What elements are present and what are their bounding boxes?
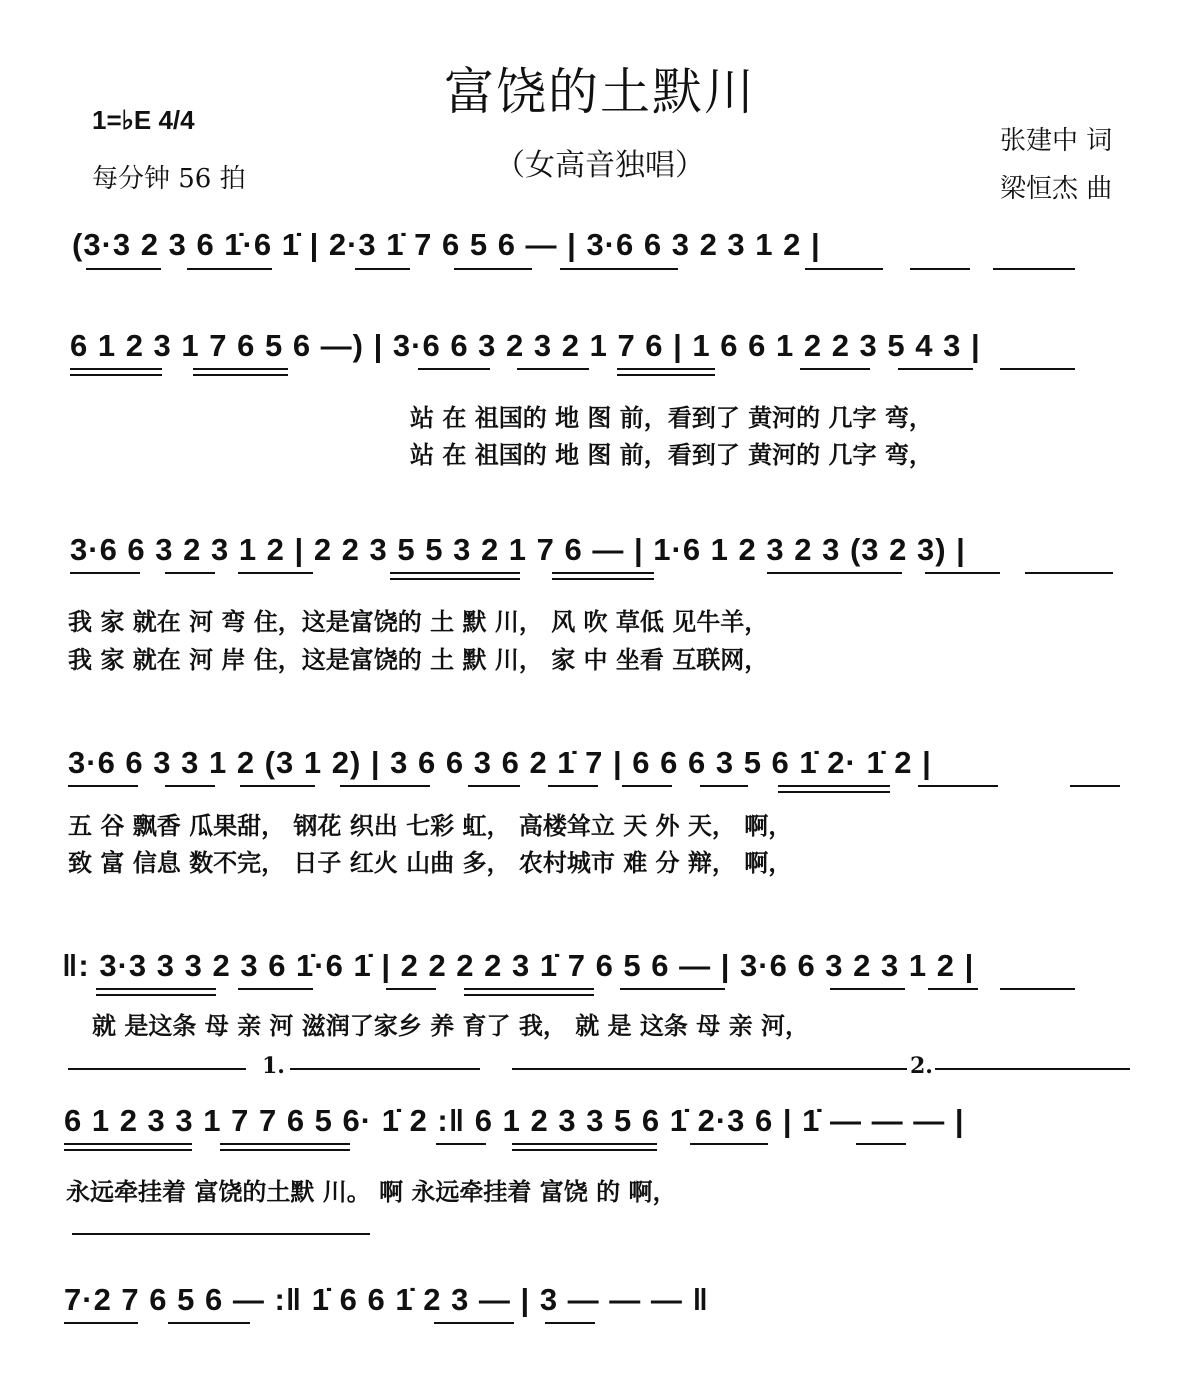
underline-beam: [70, 374, 162, 376]
underline-beam: [390, 578, 520, 580]
underline-beam: [1000, 988, 1075, 990]
underline-beam: [464, 994, 594, 996]
underline-beam: [856, 1143, 906, 1145]
underline-beam: [778, 791, 890, 793]
underline-beam: [552, 572, 654, 574]
underline-beam: [86, 268, 161, 270]
underline-beam: [778, 785, 890, 787]
underline-beam: [68, 1068, 246, 1070]
underline-beam: [187, 268, 272, 270]
underline-beam: [220, 1143, 350, 1145]
volta-2-label: 2.: [910, 1053, 933, 1079]
underline-beam: [165, 572, 215, 574]
underline-beam: [390, 572, 520, 574]
underline-beam: [70, 368, 162, 370]
underline-beam: [238, 572, 313, 574]
underline-beam: [386, 988, 436, 990]
underline-beam: [925, 572, 1000, 574]
score-line-6: 6 1 2 3 3 1 7 7 6 5 6· 1̇ 2 :‖ 6 1 2 3 3 5 6 1̇ 2·3 6 | 1̇ — — — |: [64, 1103, 965, 1138]
song-subtitle: （女高音独唱）: [495, 148, 705, 183]
key-signature: 1=♭E 4/4: [92, 105, 195, 135]
underline-beam: [193, 368, 288, 370]
underline-beam: [918, 785, 998, 787]
composer-credit: 梁恒杰 曲: [1000, 174, 1113, 204]
underline-beam: [700, 785, 748, 787]
score-line-3: 3·6 6 3 2 3 1 2 | 2 2 3 5 5 3 2 1 7 6 — | 1·6 1 2 3 2 3 (3 2 3) |: [70, 532, 966, 567]
underline-beam: [830, 988, 905, 990]
underline-beam: [1025, 572, 1113, 574]
underline-beam: [512, 1143, 657, 1145]
lyric-line-4a: 五 谷 飘香 瓜果甜， 钢花 织出 七彩 虹， 高楼耸立 天 外 天， 啊，: [68, 811, 793, 840]
underline-beam: [72, 1233, 370, 1235]
underline-beam: [910, 268, 970, 270]
song-title: 富饶的土默川: [444, 63, 756, 121]
underline-beam: [165, 785, 215, 787]
lyricist-credit: 张建中 词: [1000, 126, 1113, 156]
underline-beam: [800, 368, 870, 370]
underline-beam: [464, 988, 594, 990]
underline-beam: [290, 1068, 480, 1070]
score-line-7: 7·2 7 6 5 6 — :‖ 1̇ 6 6 1̇ 2 3 — | 3 — — — ‖: [64, 1282, 709, 1317]
lyric-line-2b: 站 在 祖国的 地 图 前，看到了 黄河的 几字 弯，: [410, 440, 933, 469]
underline-beam: [64, 1143, 192, 1145]
underline-beam: [898, 368, 973, 370]
volta-1-label: 1.: [262, 1053, 285, 1079]
score-line-4: 3·6 6 3 3 1 2 (3 1 2) | 3 6 6 3 6 2 1̇ 7 | 6 6 6 3 5 6 1̇ 2· 1̇ 2 |: [68, 745, 932, 780]
underline-beam: [168, 1322, 250, 1324]
lyric-line-3b: 我 家 就在 河 岸 住，这是富饶的 土 默 川， 家 中 坐看 互联网，: [68, 645, 769, 674]
underline-beam: [617, 374, 715, 376]
underline-beam: [517, 368, 589, 370]
underline-beam: [418, 368, 490, 370]
underline-beam: [1000, 368, 1075, 370]
underline-beam: [220, 1149, 350, 1151]
lyric-line-4b: 致 富 信息 数不完， 日子 红火 山曲 多， 农村城市 难 分 辩， 啊，: [68, 848, 793, 877]
underline-beam: [620, 988, 725, 990]
underline-beam: [434, 1322, 514, 1324]
underline-beam: [560, 268, 678, 270]
underline-beam: [512, 1149, 657, 1151]
underline-beam: [512, 1068, 907, 1070]
underline-beam: [545, 1322, 595, 1324]
underline-beam: [993, 268, 1075, 270]
score-line-1: (3·3 2 3 6 1̇·6 1̇ | 2·3 1̇ 7 6 5 6 — | 3·6 6 3 2 3 1 2 |: [72, 227, 821, 262]
lyric-line-6: 永远牵挂着 富饶的土默 川。 啊 永远牵挂着 富饶 的 啊，: [66, 1177, 677, 1206]
underline-beam: [193, 374, 288, 376]
underline-beam: [468, 785, 520, 787]
underline-beam: [454, 268, 532, 270]
underline-beam: [238, 988, 313, 990]
underline-beam: [436, 1143, 486, 1145]
score-line-2: 6 1 2 3 1 7 6 5 6 —) | 3·6 6 3 2 3 2 1 7 6 | 1 6 6 1 2 2 3 5 4 3 |: [70, 328, 981, 363]
tempo-marking: 每分钟 56 拍: [92, 164, 246, 194]
underline-beam: [805, 268, 883, 270]
underline-beam: [617, 368, 715, 370]
underline-beam: [552, 578, 654, 580]
lyric-line-3a: 我 家 就在 河 弯 住，这是富饶的 土 默 川， 风 吹 草低 见牛羊，: [68, 607, 769, 636]
underline-beam: [64, 1322, 138, 1324]
underline-beam: [96, 988, 216, 990]
underline-beam: [240, 785, 315, 787]
underline-beam: [548, 785, 598, 787]
underline-beam: [355, 268, 410, 270]
underline-beam: [64, 1149, 192, 1151]
lyric-line-5: 就 是这条 母 亲 河 滋润了家乡 养 育了 我， 就 是 这条 母 亲 河，: [92, 1011, 809, 1040]
lyric-line-2a: 站 在 祖国的 地 图 前，看到了 黄河的 几字 弯，: [410, 403, 933, 432]
underline-beam: [340, 785, 430, 787]
underline-beam: [767, 572, 902, 574]
underline-beam: [96, 994, 216, 996]
underline-beam: [935, 1068, 1130, 1070]
underline-beam: [68, 785, 138, 787]
underline-beam: [928, 988, 978, 990]
score-line-5: ‖: 3·3 3 3 2 3 6 1̇·6 1̇ | 2 2 2 2 3 1̇ 7 6 5 6 — | 3·6 6 3 2 3 1 2 |: [62, 948, 975, 983]
underline-beam: [70, 572, 140, 574]
underline-beam: [690, 1143, 768, 1145]
underline-beam: [1070, 785, 1120, 787]
underline-beam: [622, 785, 672, 787]
